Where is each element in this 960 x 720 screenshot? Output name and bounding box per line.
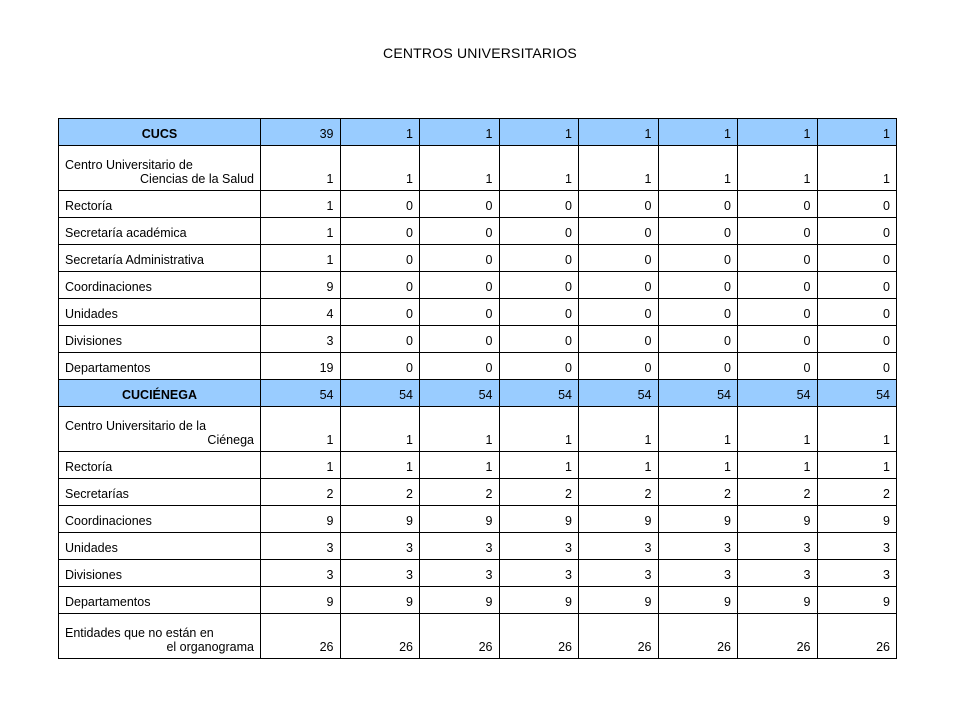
value-cell: 3 <box>579 533 659 560</box>
table-row <box>59 587 897 614</box>
value-cell: 3 <box>261 533 341 560</box>
value-cell: 3 <box>261 326 341 353</box>
value-cell: 3 <box>340 560 420 587</box>
value-cell: 0 <box>499 326 579 353</box>
value-cell: 9 <box>658 506 738 533</box>
value-cell: 1 <box>420 119 500 146</box>
entity-name-cell <box>59 614 261 659</box>
value-cell: 1 <box>261 245 341 272</box>
value-cell: 2 <box>817 479 897 506</box>
value-cell: 0 <box>658 326 738 353</box>
value-cell: 1 <box>817 452 897 479</box>
value-cell: 54 <box>658 380 738 407</box>
table-row <box>59 407 897 452</box>
entity-name-cell: Secretaría Administrativa <box>59 245 261 272</box>
value-cell: 2 <box>420 479 500 506</box>
value-cell: 1 <box>817 407 897 452</box>
value-cell: 2 <box>499 479 579 506</box>
value-cell: 26 <box>499 614 579 659</box>
value-cell: 9 <box>420 587 500 614</box>
table-row <box>59 560 897 587</box>
entity-name-line1: Centro Universitario de la <box>65 419 207 433</box>
value-cell: 3 <box>340 533 420 560</box>
value-cell: 9 <box>817 587 897 614</box>
value-cell: 1 <box>340 146 420 191</box>
value-cell: 0 <box>738 245 818 272</box>
value-cell: 0 <box>499 299 579 326</box>
value-cell: 1 <box>420 146 500 191</box>
value-cell: 26 <box>817 614 897 659</box>
table-header-row <box>59 380 897 407</box>
value-cell: 0 <box>579 326 659 353</box>
value-cell: 1 <box>420 407 500 452</box>
table-row <box>59 614 897 659</box>
value-cell: 0 <box>579 353 659 380</box>
value-cell: 1 <box>340 119 420 146</box>
table-header-row <box>59 119 897 146</box>
value-cell: 0 <box>340 326 420 353</box>
value-cell: 3 <box>420 533 500 560</box>
value-cell: 19 <box>261 353 341 380</box>
entity-name-cell: Unidades <box>59 533 261 560</box>
entity-name-cell: Coordinaciones <box>59 272 261 299</box>
value-cell: 9 <box>261 506 341 533</box>
table-row <box>59 146 897 191</box>
value-cell: 1 <box>340 407 420 452</box>
entity-name-cell <box>59 407 261 452</box>
value-cell: 1 <box>499 407 579 452</box>
value-cell: 1 <box>738 407 818 452</box>
value-cell: 1 <box>738 119 818 146</box>
value-cell: 1 <box>658 452 738 479</box>
value-cell: 0 <box>499 218 579 245</box>
value-cell: 0 <box>658 299 738 326</box>
group-name-cell: CUCIÉNEGA <box>59 380 261 407</box>
value-cell: 1 <box>261 407 341 452</box>
value-cell: 9 <box>817 506 897 533</box>
value-cell: 0 <box>340 272 420 299</box>
value-cell: 1 <box>738 146 818 191</box>
value-cell: 26 <box>261 614 341 659</box>
value-cell: 2 <box>340 479 420 506</box>
value-cell: 26 <box>738 614 818 659</box>
value-cell: 0 <box>340 353 420 380</box>
value-cell: 0 <box>817 272 897 299</box>
value-cell: 1 <box>499 452 579 479</box>
value-cell: 9 <box>340 506 420 533</box>
entity-name-cell: Divisiones <box>59 560 261 587</box>
value-cell: 0 <box>420 272 500 299</box>
entity-name-cell: Departamentos <box>59 353 261 380</box>
entity-name-line2: Ciencias de la Salud <box>140 172 254 186</box>
value-cell: 0 <box>499 191 579 218</box>
value-cell: 26 <box>579 614 659 659</box>
value-cell: 54 <box>738 380 818 407</box>
table-row <box>59 191 897 218</box>
value-cell: 0 <box>658 191 738 218</box>
value-cell: 1 <box>738 452 818 479</box>
value-cell: 54 <box>579 380 659 407</box>
value-cell: 0 <box>817 245 897 272</box>
value-cell: 0 <box>499 245 579 272</box>
table-row <box>59 479 897 506</box>
value-cell: 1 <box>261 218 341 245</box>
value-cell: 1 <box>261 191 341 218</box>
value-cell: 3 <box>420 560 500 587</box>
value-cell: 0 <box>817 326 897 353</box>
table-row <box>59 533 897 560</box>
value-cell: 0 <box>340 218 420 245</box>
group-name-cell: CUCS <box>59 119 261 146</box>
value-cell: 54 <box>340 380 420 407</box>
value-cell: 2 <box>261 479 341 506</box>
value-cell: 0 <box>658 272 738 299</box>
table-row <box>59 353 897 380</box>
value-cell: 0 <box>817 191 897 218</box>
value-cell: 2 <box>738 479 818 506</box>
entity-name-line2: el organograma <box>166 640 254 654</box>
value-cell: 0 <box>579 218 659 245</box>
value-cell: 0 <box>738 299 818 326</box>
value-cell: 0 <box>499 272 579 299</box>
table-row <box>59 218 897 245</box>
value-cell: 3 <box>261 560 341 587</box>
value-cell: 54 <box>817 380 897 407</box>
value-cell: 3 <box>817 560 897 587</box>
value-cell: 3 <box>658 560 738 587</box>
value-cell: 0 <box>738 353 818 380</box>
value-cell: 1 <box>817 146 897 191</box>
value-cell: 3 <box>658 533 738 560</box>
value-cell: 0 <box>420 191 500 218</box>
value-cell: 9 <box>658 587 738 614</box>
value-cell: 1 <box>579 119 659 146</box>
value-cell: 3 <box>579 560 659 587</box>
value-cell: 3 <box>499 560 579 587</box>
value-cell: 1 <box>499 119 579 146</box>
value-cell: 1 <box>658 119 738 146</box>
value-cell: 9 <box>579 506 659 533</box>
data-table <box>58 118 897 659</box>
page-title: CENTROS UNIVERSITARIOS <box>383 45 577 61</box>
value-cell: 9 <box>261 587 341 614</box>
table-row <box>59 299 897 326</box>
value-cell: 9 <box>261 272 341 299</box>
value-cell: 0 <box>658 353 738 380</box>
value-cell: 0 <box>738 326 818 353</box>
value-cell: 26 <box>340 614 420 659</box>
value-cell: 1 <box>658 407 738 452</box>
value-cell: 0 <box>738 272 818 299</box>
value-cell: 1 <box>658 146 738 191</box>
value-cell: 3 <box>817 533 897 560</box>
value-cell: 1 <box>579 452 659 479</box>
value-cell: 0 <box>579 191 659 218</box>
entity-name-cell: Divisiones <box>59 326 261 353</box>
value-cell: 1 <box>579 407 659 452</box>
value-cell: 0 <box>579 272 659 299</box>
value-cell: 3 <box>499 533 579 560</box>
value-cell: 26 <box>420 614 500 659</box>
value-cell: 3 <box>738 533 818 560</box>
value-cell: 54 <box>420 380 500 407</box>
entity-name-cell: Secretaría académica <box>59 218 261 245</box>
entity-name-cell: Coordinaciones <box>59 506 261 533</box>
table-row <box>59 326 897 353</box>
value-cell: 0 <box>420 299 500 326</box>
entity-name-cell: Rectoría <box>59 452 261 479</box>
value-cell: 1 <box>420 452 500 479</box>
value-cell: 0 <box>420 218 500 245</box>
value-cell: 1 <box>340 452 420 479</box>
value-cell: 0 <box>817 299 897 326</box>
value-cell: 39 <box>261 119 341 146</box>
entity-name-line1: Centro Universitario de <box>65 158 193 172</box>
value-cell: 54 <box>499 380 579 407</box>
entity-name-line2: Ciénega <box>207 433 254 447</box>
table-row <box>59 452 897 479</box>
value-cell: 9 <box>340 587 420 614</box>
value-cell: 0 <box>420 326 500 353</box>
value-cell: 1 <box>499 146 579 191</box>
entity-name-cell: Unidades <box>59 299 261 326</box>
value-cell: 3 <box>738 560 818 587</box>
entity-name-cell: Rectoría <box>59 191 261 218</box>
value-cell: 1 <box>261 452 341 479</box>
value-cell: 4 <box>261 299 341 326</box>
value-cell: 9 <box>738 506 818 533</box>
value-cell: 1 <box>261 146 341 191</box>
value-cell: 9 <box>579 587 659 614</box>
entity-name-line1: Entidades que no están en <box>65 626 214 640</box>
entity-name-cell: Secretarías <box>59 479 261 506</box>
value-cell: 0 <box>499 353 579 380</box>
value-cell: 0 <box>420 245 500 272</box>
value-cell: 0 <box>817 218 897 245</box>
value-cell: 2 <box>579 479 659 506</box>
value-cell: 0 <box>579 299 659 326</box>
value-cell: 9 <box>499 587 579 614</box>
value-cell: 9 <box>738 587 818 614</box>
value-cell: 1 <box>579 146 659 191</box>
value-cell: 0 <box>658 245 738 272</box>
value-cell: 0 <box>579 245 659 272</box>
value-cell: 0 <box>420 353 500 380</box>
value-cell: 54 <box>261 380 341 407</box>
value-cell: 0 <box>658 218 738 245</box>
value-cell: 1 <box>817 119 897 146</box>
table-row <box>59 272 897 299</box>
value-cell: 0 <box>738 218 818 245</box>
table-row <box>59 245 897 272</box>
value-cell: 0 <box>340 245 420 272</box>
value-cell: 9 <box>420 506 500 533</box>
value-cell: 0 <box>817 353 897 380</box>
table-row <box>59 506 897 533</box>
entity-name-cell: Departamentos <box>59 587 261 614</box>
entity-name-cell <box>59 146 261 191</box>
value-cell: 26 <box>658 614 738 659</box>
value-cell: 0 <box>340 299 420 326</box>
value-cell: 9 <box>499 506 579 533</box>
value-cell: 0 <box>738 191 818 218</box>
value-cell: 0 <box>340 191 420 218</box>
value-cell: 2 <box>658 479 738 506</box>
